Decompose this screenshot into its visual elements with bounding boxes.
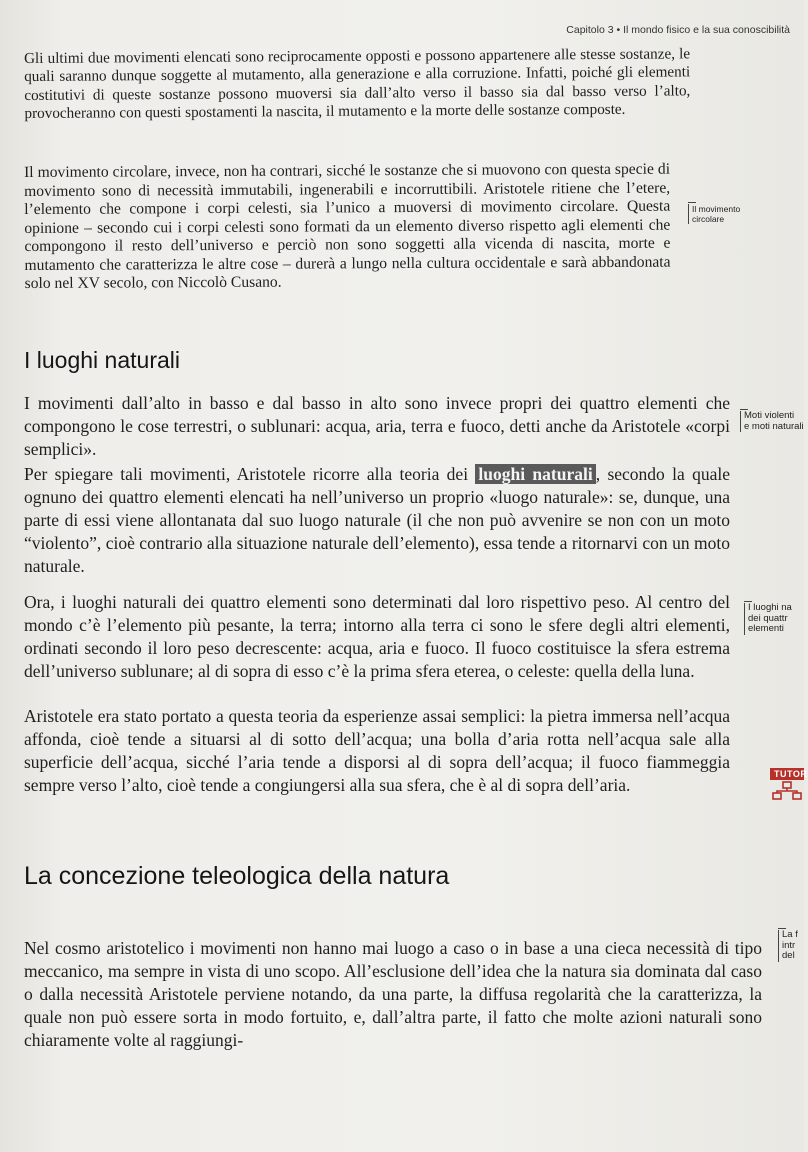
tutor-label: TUTOR — [770, 768, 804, 780]
paragraph-weight-order: Ora, i luoghi naturali dei quattro elementi sono determinati dal loro rispettivo peso. Al centro del mondo c’è l’elemento più pesante, la terra; intorno alla terra ci sono le sfere degli altri elementi, ordinati secondo il loro peso decrescente: acqua, aria e fuoco. Il fuoco costituisce la sfera estrema dell’universo sublunare; al di sopra di esso c’è la prima sfera eterea, o celeste: quella della luna. — [24, 592, 730, 681]
tutor-badge[interactable] — [770, 768, 808, 807]
side-note-circular-motion: Il movimento circolare — [688, 204, 740, 224]
paragraph-teleology: Nel cosmo aristotelico i movimenti non hanno mai luogo a caso o in base a una cieca necessità di tipo meccanico, ma sempre in vista di uno scopo. All’esclusione dell’idea che la natura sia dominata dal caso o dalla necessità Aristotele perviene notando, da una parte, la diffusa regolarità che la caratterizza, la quale non può essere sorta in modo fortuito, e, dall’altra parte, il fatto che molte azioni naturali sono chiaramente volte al raggiungi- — [24, 938, 762, 1050]
paragraph-circular-motion: Il movimento circolare, invece, non ha contrari, sicché le sostanze che si muovono con questa specie di movimento sono di necessità immutabili, ingenerabili e incorruttibili. Aristotele ritiene che l’etere, l’elemento che compone i corpi celesti, sia l’unico a muoversi di movimento circolare. Questa opinione – secondo cui i corpi celesti sono formati da un elemento diverso rispetto agli elementi che compongono il resto dell’universo e perciò non sono soggetti alla vicenda di nascita, morte e mutamento che caratterizza le altre cose – durerà a lungo nella cultura occidentale e sarà abbandonata solo nel XV secolo, con Niccolò Cusano. — [24, 160, 671, 292]
side-note-violent-natural-motions: Moti violenti e moti naturali — [740, 411, 808, 432]
paragraph-four-elements: I movimenti dall’alto in basso e dal basso in alto sono invece propri dei quattro elementi che compongono le cose terrestri, o sublunari: acqua, aria, terra e fuoco, detti anche da Aristotele «corpi semplici». — [24, 393, 730, 459]
paragraph-text-start: Per spiegare tali movimenti, Aristotele ricorre alla teoria dei — [24, 464, 476, 484]
paragraph-text-end: , secondo la quale ognuno dei quattro elementi elencati ha nell’universo un proprio «luogo naturale»: se, dunque, una parte di essi viene allontanata dal suo luogo naturale (il che non può avvenire se non con un moto “violento”, cioè contrario alla situazione naturale dell’elemento), essa tende a ritornarvi con un moto naturale. — [24, 464, 731, 576]
highlighted-term: luoghi naturali — [475, 464, 595, 484]
running-head: Capitolo 3 • Il mondo fisico e la sua conoscibilità — [566, 24, 790, 36]
paragraph-simple-experiences: Aristotele era stato portato a questa teoria da esperienze assai semplici: la pietra immersa nell’acqua affonda, cioè tende a situarsi al di sotto dell’acqua; una bolla d’aria rotta nell’acqua sale alla superficie dell’acqua, sicché l’aria tende a disporsi al di sopra dell’acqua; il fuoco fiammeggia sempre verso l’alto, cioè tende a congiungersi alla sua sfera, che è al di sopra dell’aria. — [24, 706, 730, 795]
network-icon — [770, 780, 804, 802]
paragraph-natural-places-theory — [24, 463, 730, 578]
section-heading-natural-places: I luoghi naturali — [24, 347, 180, 373]
side-note-cut-off: La f intr del — [778, 930, 808, 962]
paragraph-motions-opposite: Gli ultimi due movimenti elencati sono reciprocamente opposti e possono appartenere alle stesse sostanze, le quali saranno dunque soggette al mutamento, alla generazione e alla corruzione. Infatti, poiché gli elementi costitutivi di queste sostanze possono muoversi sia dall’alto verso il basso sia dal basso verso l’alto, provocheranno con questi spostamenti la nascita, il mutamento e la morte delle sostanze composte. — [24, 45, 691, 123]
side-note-places-of-elements: I luoghi na dei quattr elementi — [744, 603, 808, 635]
section-heading-teleological-nature: La concezione teleologica della natura — [24, 862, 450, 890]
